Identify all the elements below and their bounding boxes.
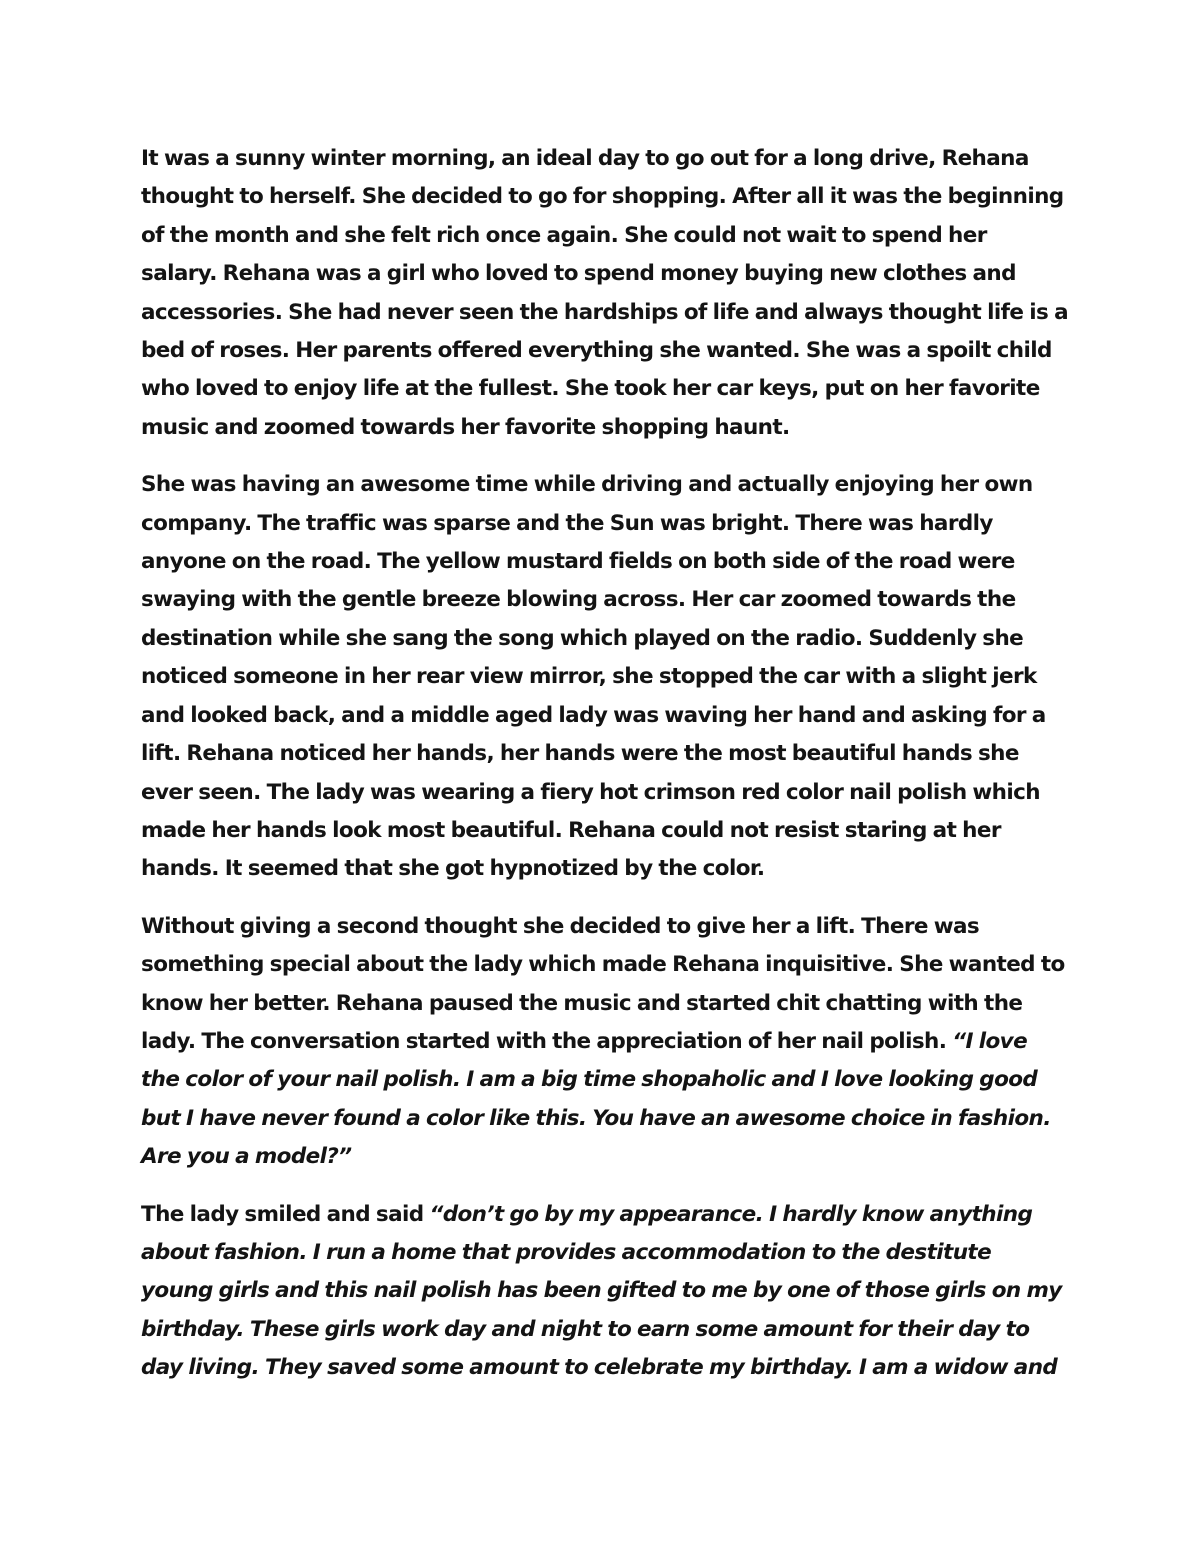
text-line: [141, 697, 1071, 735]
body-text: and looked back, and a middle aged lady was waving her hand and asking for a: [141, 702, 1046, 728]
text-line: [141, 735, 1071, 773]
text-line: [141, 1023, 1071, 1061]
body-text: hands. It seemed that she got hypnotized by the color.: [141, 856, 765, 882]
text-line: [141, 774, 1071, 812]
body-text: lift. Rehana noticed her hands, her hands were the most beautiful hands she: [141, 741, 1019, 767]
body-text: The lady smiled and said: [141, 1201, 430, 1227]
body-text: who loved to enjoy life at the fullest. She took her car keys, put on her favorite: [141, 376, 1040, 402]
text-line: [141, 178, 1071, 216]
text-line: [141, 505, 1071, 543]
text-line: [141, 1138, 1071, 1176]
text-line: [141, 294, 1071, 332]
text-line: [141, 1100, 1071, 1138]
italic-text: about fashion. I run a home that provides accommodation to the destitute: [141, 1239, 992, 1265]
italic-text: young girls and this nail polish has been gifted to me by one of those girls on my: [141, 1278, 1062, 1304]
body-text: company. The traffic was sparse and the Sun was bright. There was hardly: [141, 510, 993, 536]
text-line: [141, 1196, 1071, 1234]
italic-text: birthday. These girls work day and night to earn some amount for their day to: [141, 1316, 1030, 1342]
italic-text: but I have never found a color like this. You have an awesome choice in fashion.: [141, 1105, 1051, 1131]
italic-text: day living. They saved some amount to celebrate my birthday. I am a widow and: [141, 1355, 1058, 1381]
document-page: [141, 140, 1071, 1407]
text-line: [141, 1061, 1071, 1099]
text-line: [141, 409, 1071, 447]
text-line: [141, 1272, 1071, 1310]
text-line: [141, 658, 1071, 696]
body-text: swaying with the gentle breeze blowing across. Her car zoomed towards the: [141, 587, 1016, 613]
text-line: [141, 1311, 1071, 1349]
body-text: anyone on the road. The yellow mustard fields on both side of the road were: [141, 549, 1015, 575]
text-line: [141, 217, 1071, 255]
text-line: [141, 581, 1071, 619]
text-line: [141, 370, 1071, 408]
body-text: She was having an awesome time while driving and actually enjoying her own: [141, 472, 1033, 498]
text-line: [141, 1349, 1071, 1387]
text-line: [141, 620, 1071, 658]
italic-text: “I love: [952, 1028, 1028, 1054]
text-line: [141, 332, 1071, 370]
body-text: Without giving a second thought she decided to give her a lift. There was: [141, 913, 980, 939]
text-line: [141, 985, 1071, 1023]
body-text: thought to herself. She decided to go for shopping. After all it was the beginning: [141, 184, 1064, 210]
text-line: [141, 255, 1071, 293]
body-text: destination while she sang the song which played on the radio. Suddenly she: [141, 625, 1024, 651]
italic-text: “don’t go by my appearance. I hardly know anything: [429, 1201, 1033, 1227]
text-line: [141, 812, 1071, 850]
text-line: [141, 946, 1071, 984]
paragraph-1: [141, 140, 1071, 447]
text-line: [141, 140, 1071, 178]
text-line: [141, 908, 1071, 946]
body-text: know her better. Rehana paused the music and started chit chatting with the: [141, 990, 1023, 1016]
body-text: music and zoomed towards her favorite shopping haunt.: [141, 414, 790, 440]
body-text: salary. Rehana was a girl who loved to spend money buying new clothes and: [141, 261, 1016, 287]
text-line: [141, 543, 1071, 581]
italic-text: Are you a model?”: [141, 1144, 352, 1170]
body-text: of the month and she felt rich once again. She could not wait to spend her: [141, 222, 987, 248]
body-text: It was a sunny winter morning, an ideal day to go out for a long drive, Rehana: [141, 146, 1029, 171]
text-line: [141, 850, 1071, 888]
body-text: bed of roses. Her parents offered everything she wanted. She was a spoilt child: [141, 338, 1052, 364]
text-line: [141, 466, 1071, 504]
body-text: accessories. She had never seen the hardships of life and always thought life is a: [141, 299, 1069, 325]
body-text: lady. The conversation started with the appreciation of her nail polish.: [141, 1028, 953, 1054]
body-text: made her hands look most beautiful. Rehana could not resist staring at her: [141, 817, 1001, 843]
italic-text: the color of your nail polish. I am a big time shopaholic and I love looking good: [141, 1067, 1038, 1093]
body-text: ever seen. The lady was wearing a fiery hot crimson red color nail polish which: [141, 779, 1040, 805]
body-text: noticed someone in her rear view mirror, she stopped the car with a slight jerk: [141, 664, 1037, 690]
text-line: [141, 1234, 1071, 1272]
paragraph-3: [141, 908, 1071, 1177]
paragraph-4: [141, 1196, 1071, 1388]
body-text: something special about the lady which made Rehana inquisitive. She wanted to: [141, 952, 1065, 978]
paragraph-2: [141, 466, 1071, 888]
